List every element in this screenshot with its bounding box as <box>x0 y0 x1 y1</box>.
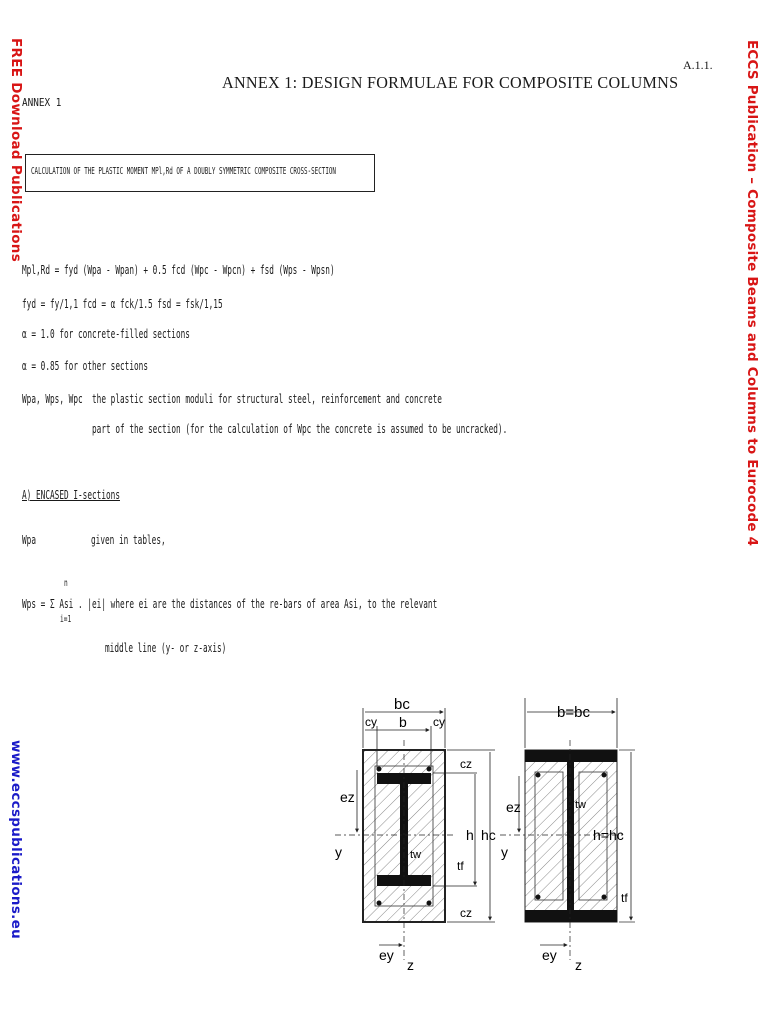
formula-main: Mpl,Rd = fyd (Wpa - Wpan) + 0.5 fcd (Wpc - Wpcn) + fsd (Wps - Wpsn) <box>22 262 335 277</box>
moduli-symbols: Wpa, Wps, Wpc <box>22 391 83 406</box>
wpa-symbol: Wpa <box>22 532 36 547</box>
label-cy-left: cy <box>365 715 377 729</box>
label-bc: bc <box>394 696 410 713</box>
website-link[interactable]: www.eccspublications.eu <box>8 740 24 939</box>
free-download-text: FREE Download Publications <box>8 38 24 263</box>
sum-upper-limit: n <box>64 578 68 589</box>
sum-lower-limit: i=1 <box>60 614 72 625</box>
label-cz-bottom: cz <box>460 906 472 920</box>
label-hc-left: hc <box>481 827 496 843</box>
label-h-eq-hc: h=hc <box>593 827 624 843</box>
section-a-heading: A) ENCASED I-sections <box>22 487 120 502</box>
wps-formula: Wps = Σ Asi . |ei| where ei are the distances of the re-bars of area Asi, to the relevant <box>22 596 438 611</box>
moduli-description-2: part of the section (for the calculation of Wpc the concrete is assumed to be uncracked). <box>92 421 508 436</box>
label-tf-right: tf <box>621 891 628 905</box>
moduli-description-1: the plastic section moduli for structural steel, reinforcement and concrete <box>92 391 442 406</box>
label-cz-top: cz <box>460 757 472 771</box>
wps-continuation: middle line (y- or z-axis) <box>105 640 227 655</box>
encased-i-section <box>335 696 496 973</box>
label-tw-right: tw <box>575 799 586 811</box>
label-y-left: y <box>335 844 342 860</box>
formula-factors: fyd = fy/1,1 fcd = α fck/1.5 fsd = fsk/1,15 <box>22 296 223 311</box>
label-tw-left: tw <box>410 849 421 861</box>
label-ez-left: ez <box>340 789 355 805</box>
formula-alpha-other: α = 0.85 for other sections <box>22 358 148 373</box>
label-h-left: h <box>466 827 474 843</box>
wpa-description: given in tables, <box>91 532 166 547</box>
label-ey-left: ey <box>379 947 394 963</box>
page-title: ANNEX 1: DESIGN FORMULAE FOR COMPOSITE COLUMNS <box>222 73 679 92</box>
label-z-left: z <box>407 957 414 973</box>
formula-alpha-filled: α = 1.0 for concrete-filled sections <box>22 326 190 341</box>
sidebar-website[interactable] <box>4 740 28 1000</box>
label-cy-right: cy <box>433 715 445 729</box>
partially-encased-section <box>500 698 635 973</box>
label-tf-left: tf <box>457 859 464 873</box>
cross-section-figure <box>335 690 635 980</box>
publication-title-text: ECCS Publication – Composite Beams and Columns to Eurocode 4 <box>744 40 760 547</box>
page-number: A.1.1. <box>683 58 713 72</box>
label-ez-right: ez <box>506 799 521 815</box>
calculation-heading-box <box>25 154 375 192</box>
calculation-heading: CALCULATION OF THE PLASTIC MOMENT MPl,Rd OF A DOUBLY SYMMETRIC COMPOSITE CROSS-SECTION <box>31 166 336 177</box>
label-y-right: y <box>501 844 508 860</box>
label-ey-right: ey <box>542 947 557 963</box>
label-b-eq-bc: b=bc <box>557 704 590 721</box>
annex-label: ANNEX 1 <box>22 96 62 109</box>
label-z-right: z <box>575 957 582 973</box>
sidebar-publication-title <box>740 40 764 680</box>
label-b: b <box>399 714 407 730</box>
